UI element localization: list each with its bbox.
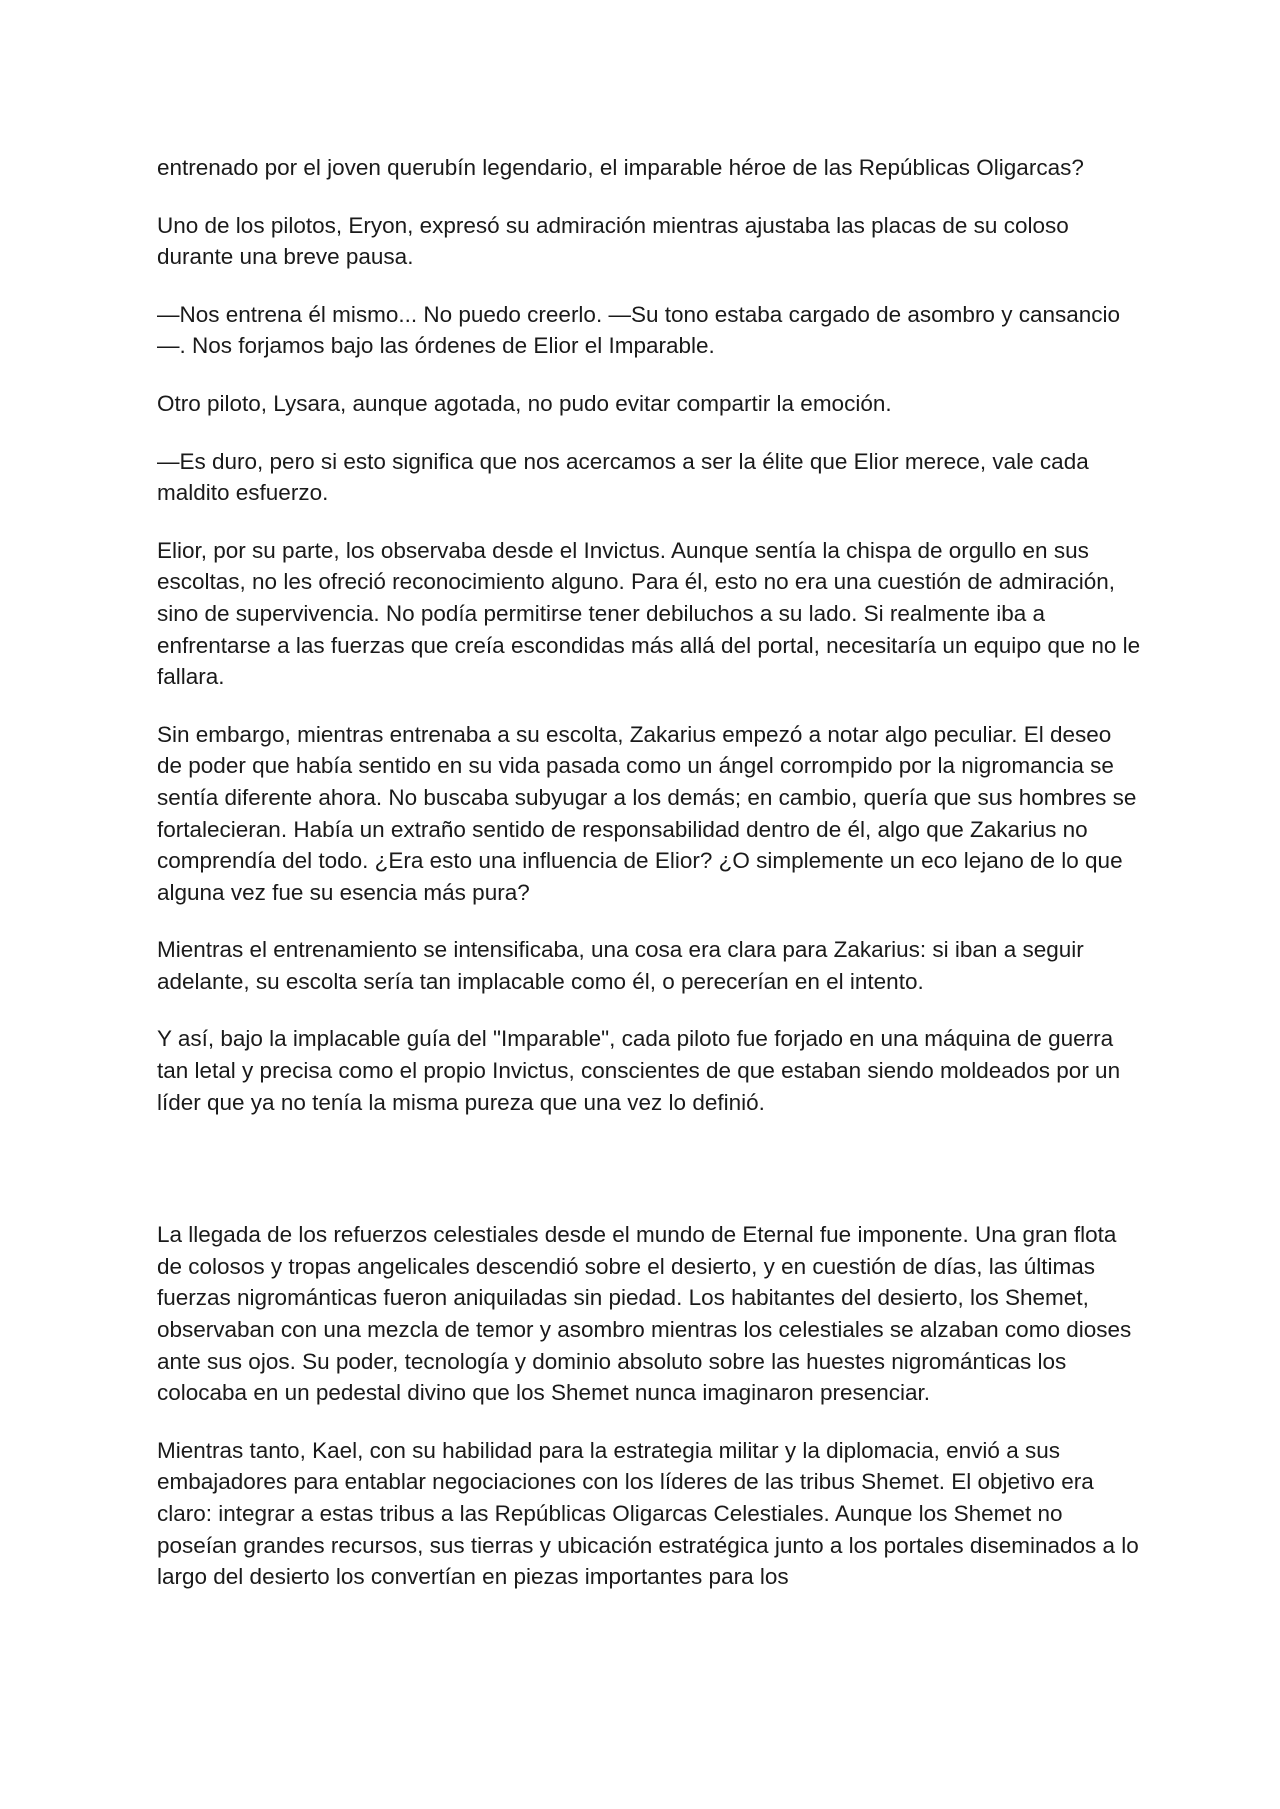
paragraph: La llegada de los refuerzos celestiales desde el mundo de Eternal fue imponente. Una gran flota de colosos y tropas angelicales descendió sobre el desierto, y en cuestión de días, las últimas fuerzas nigrománticas fueron aniquiladas sin piedad. Los habitantes del desierto, los Shemet, observaban con una mezcla de temor y asombro mientras los celestiales se alzaban como dioses ante sus ojos. Su poder, tecnología y dominio absoluto sobre las huestes nigrománticas los colocaba en un pedestal divino que los Shemet nunca imaginaron presenciar. xyxy=(157,1222,1132,1406)
paragraph: Sin embargo, mientras entrenaba a su escolta, Zakarius empezó a notar algo peculiar. El deseo de poder que había sentido en su vida pasada como un ángel corrompido por la nigromancia se sentía diferente ahora. No buscaba subyugar a los demás; en cambio, quería que sus hombres se fortalecieran. Había un extraño sentido de responsabilidad dentro de él, algo que Zakarius no comprendía del todo. ¿Era esto una influencia de Elior? ¿O simplemente un eco lejano de lo que alguna vez fue su esencia más pura? xyxy=(157,721,1137,905)
paragraph: Uno de los pilotos, Eryon, expresó su admiración mientras ajustaba las placas de su coloso durante una breve pausa. xyxy=(157,212,1069,270)
paragraph: Mientras el entrenamiento se intensificaba, una cosa era clara para Zakarius: si iban a seguir adelante, su escolta sería tan implacable como él, o perecerían en el intento. xyxy=(157,937,1084,994)
document-body xyxy=(157,152,1142,1593)
paragraph: Otro piloto, Lysara, aunque agotada, no pudo evitar compartir la emoción. xyxy=(157,390,892,416)
paragraph: —Es duro, pero si esto significa que nos acercamos a ser la élite que Elior merece, vale cada maldito esfuerzo. xyxy=(157,448,1089,506)
paragraph: Y así, bajo la implacable guía del "Imparable", cada piloto fue forjado en una máquina de guerra tan letal y precisa como el propio Invictus, conscientes de que estaban siendo moldeados por un líder que ya no tenía la misma pureza que una vez lo definió. xyxy=(157,1026,1121,1115)
section-break xyxy=(157,1118,1142,1219)
paragraph: Mientras tanto, Kael, con su habilidad para la estrategia militar y la diplomacia, envió a sus embajadores para entablar negociaciones con los líderes de las tribus Shemet. El objetivo era claro: integrar a estas tribus a las Repúblicas Oligarcas Celestiales. Aunque los Shemet no poseían grandes recursos, sus tierras y ubicación estratégica junto a los portales diseminados a lo largo del desierto los convertían en piezas importantes para los xyxy=(157,1437,1139,1590)
paragraph: Elior, por su parte, los observaba desde el Invictus. Aunque sentía la chispa de orgullo en sus escoltas, no les ofreció reconocimiento alguno. Para él, esto no era una cuestión de admiración, sino de supervivencia. No podía permitirse tener debiluchos a su lado. Si realmente iba a enfrentarse a las fuerzas que creía escondidas más allá del portal, necesitaría un equipo que no le fallara. xyxy=(157,537,1141,690)
paragraph: entrenado por el joven querubín legendario, el imparable héroe de las Repúblicas Oligarcas? xyxy=(157,155,1084,180)
paragraph: —Nos entrena él mismo... No puedo creerlo. —Su tono estaba cargado de asombro y cansancio—. Nos forjamos bajo las órdenes de Elior el Imparable. xyxy=(157,301,1121,359)
